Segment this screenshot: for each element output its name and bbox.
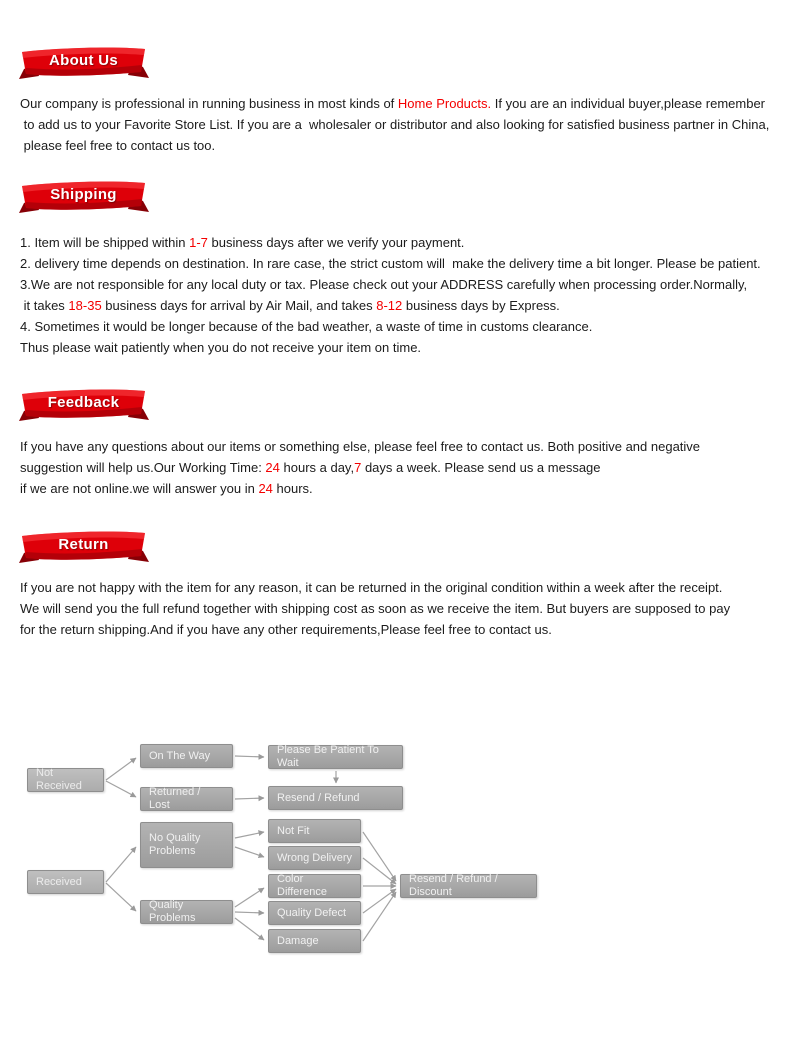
flow-node-on-the-way: On The Way: [140, 744, 233, 768]
text-line: 2. delivery time depends on destination. In rare case, the strict custom will make the delivery time a bit longer. Please be patient.: [20, 256, 761, 271]
feedback-paragraph: [0, 436, 800, 499]
flow-node-please-wait: Please Be Patient To Wait: [268, 745, 403, 769]
text-line: please feel free to contact us too.: [20, 138, 216, 153]
text-line: to add us to your Favorite Store List. If you are a wholesaler or distributor and also looking for satisfied business partner in China,: [20, 117, 770, 132]
text-line: If you are not happy with the item for any reason, it can be returned in the original condition within a week after the receipt.: [20, 580, 723, 595]
feedback-banner: [20, 386, 147, 422]
text-line: if we are not online.we will answer you in 24 hours.: [20, 481, 313, 496]
section-return: [0, 528, 800, 640]
flow-node-resend-refund: Resend / Refund: [268, 786, 403, 810]
return-banner-label: Return: [58, 536, 109, 553]
section-about-us: [0, 0, 800, 156]
return-banner: [20, 528, 147, 564]
flow-node-color-difference: Color Difference: [268, 874, 361, 898]
flow-node-quality-defect: Quality Defect: [268, 901, 361, 925]
text-line: 1. Item will be shipped within 1-7 business days after we verify your payment.: [20, 235, 465, 250]
return-paragraph: [0, 577, 800, 640]
flow-node-no-quality-problems: No Quality Problems: [140, 822, 233, 868]
shipping-banner-label: Shipping: [50, 186, 117, 203]
feedback-banner-label: Feedback: [47, 394, 120, 411]
text-line: suggestion will help us.Our Working Time: 24 hours a day,7 days a week. Please send us a message: [20, 460, 601, 475]
about-us-banner-label: About Us: [48, 52, 119, 69]
about-us-banner: [20, 44, 147, 80]
flow-node-received: Received: [27, 870, 104, 894]
text-line: Thus please wait patiently when you do not receive your item on time.: [20, 340, 422, 355]
text-line: Our company is professional in running business in most kinds of Home Products. If you are an individual buyer,please remember: [20, 96, 766, 111]
section-feedback: [0, 386, 800, 499]
text-line: We will send you the full refund together with shipping cost as soon as we receive the item. But buyers are supposed to pay: [20, 601, 731, 616]
text-line: If you have any questions about our items or something else, please feel free to contact us. Both positive and negative: [20, 439, 701, 454]
section-shipping: [0, 178, 800, 358]
shipping-paragraph: [0, 232, 800, 358]
return-process-flowchart: [0, 735, 800, 960]
flow-node-returned-lost: Returned / Lost: [140, 787, 233, 811]
flow-node-quality-problems: Quality Problems: [140, 900, 233, 924]
flow-node-not-received: Not Received: [27, 768, 104, 792]
flow-node-damage: Damage: [268, 929, 361, 953]
flow-node-wrong-delivery: Wrong Delivery: [268, 846, 361, 870]
text-line: it takes 18-35 business days for arrival by Air Mail, and takes 8-12 business days by Express.: [20, 298, 560, 313]
flow-node-not-fit: Not Fit: [268, 819, 361, 843]
text-line: for the return shipping.And if you have any other requirements,Please feel free to contact us.: [20, 622, 552, 637]
flow-node-resend-refund-discount: Resend / Refund / Discount: [400, 874, 537, 898]
text-line: 3.We are not responsible for any local duty or tax. Please check out your ADDRESS carefully when processing order.Normally,: [20, 277, 748, 292]
shipping-banner: [20, 178, 147, 214]
about-us-paragraph: [0, 93, 800, 156]
text-line: 4. Sometimes it would be longer because of the bad weather, a waste of time in customs clearance.: [20, 319, 593, 334]
